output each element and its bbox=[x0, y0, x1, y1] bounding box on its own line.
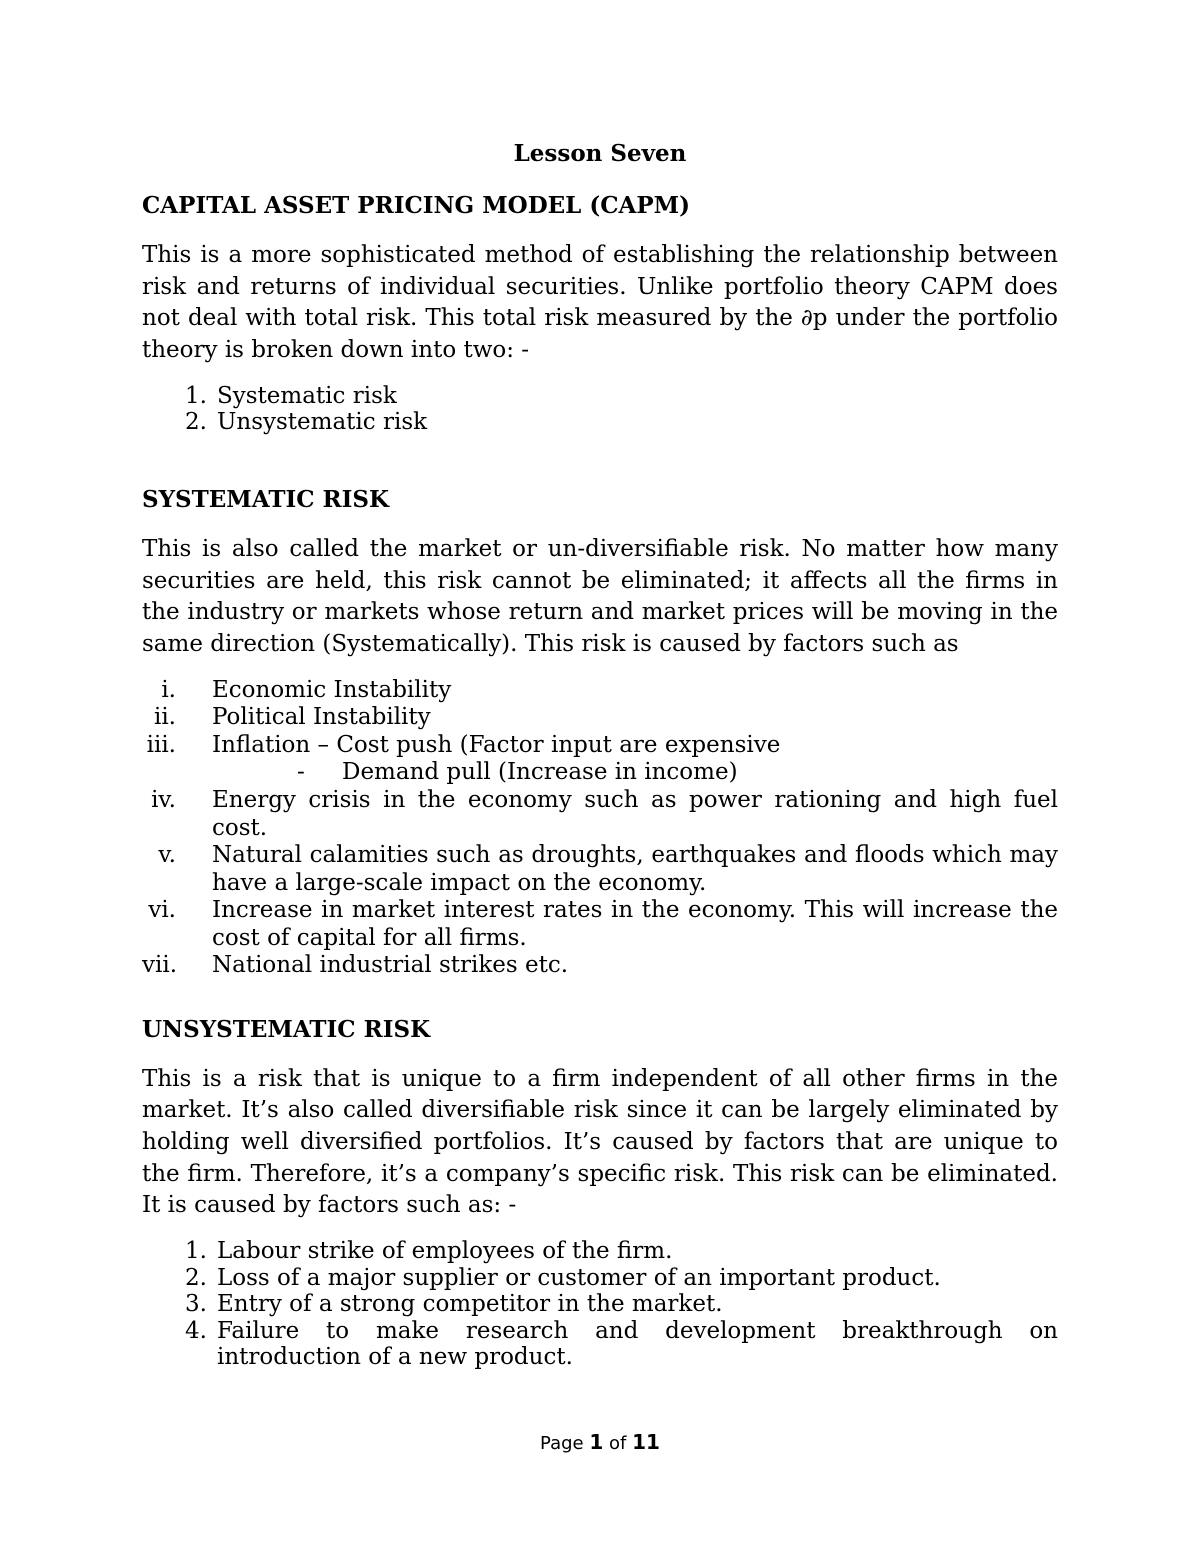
unsystematic-risk-heading: UNSYSTEMATIC RISK bbox=[142, 1015, 431, 1043]
sub-list-item bbox=[142, 759, 1058, 787]
capm-paragraph: This is a more sophisticated method of establishing the relationship between risk and returns of individual securities. Unlike portfolio theory CAPM does not deal with total risk. This total risk measured by the ∂p under the portfolio theory is broken down into two: - bbox=[142, 242, 1058, 364]
list-number: ii. bbox=[153, 704, 176, 731]
list-item-text: Inflation – Cost push (Factor input are expensive bbox=[212, 731, 781, 758]
list-item-text: Systematic risk bbox=[217, 382, 397, 409]
list-item bbox=[142, 842, 1058, 897]
list-item bbox=[142, 677, 1058, 705]
sub-list-item-text: Demand pull (Increase in income) bbox=[342, 759, 738, 786]
page-footer bbox=[0, 1430, 1200, 1454]
list-item bbox=[142, 897, 1058, 952]
list-item-text: Labour strike of employees of the firm. bbox=[217, 1238, 673, 1265]
list-item-text: Economic Instability bbox=[212, 676, 452, 703]
list-item bbox=[142, 383, 1058, 410]
list-item bbox=[142, 952, 1058, 980]
list-item bbox=[142, 1265, 1058, 1292]
list-number: 2. bbox=[185, 409, 207, 436]
total-pages: 11 bbox=[632, 1430, 660, 1454]
list-item-text: Unsystematic risk bbox=[217, 409, 428, 436]
list-number: 3. bbox=[185, 1291, 207, 1318]
list-item-text: Entry of a strong competitor in the market. bbox=[217, 1291, 723, 1318]
list-item-text: Natural calamities such as droughts, earthquakes and floods which may have a large-scale impact on the economy. bbox=[212, 842, 1058, 896]
list-item bbox=[142, 1238, 1058, 1265]
page-content bbox=[142, 138, 1058, 1411]
list-number: vii. bbox=[142, 952, 178, 979]
list-number: vi. bbox=[148, 897, 176, 924]
systematic-risk-heading: SYSTEMATIC RISK bbox=[142, 485, 389, 513]
of-label: of bbox=[609, 1433, 627, 1454]
list-item bbox=[142, 732, 1058, 760]
list-item bbox=[142, 704, 1058, 732]
lesson-title: Lesson Seven bbox=[513, 140, 687, 167]
list-number: 1. bbox=[185, 1238, 207, 1265]
list-item-text: Failure to make research and development breakthrough on introduction of a new product. bbox=[217, 1317, 1058, 1371]
list-item-text: Political Instability bbox=[212, 704, 431, 731]
list-item-text: Energy crisis in the economy such as power rationing and high fuel cost. bbox=[212, 787, 1058, 841]
list-item bbox=[142, 787, 1058, 842]
page-number: 1 bbox=[589, 1430, 604, 1454]
capm-heading: CAPITAL ASSET PRICING MODEL (CAPM) bbox=[142, 192, 691, 219]
page-label: Page bbox=[540, 1433, 584, 1454]
systematic-factors-list bbox=[142, 677, 1058, 980]
list-number: iv. bbox=[151, 787, 176, 814]
list-item bbox=[142, 1291, 1058, 1318]
list-number: 4. bbox=[185, 1317, 207, 1344]
capm-risk-list bbox=[142, 383, 1058, 436]
unsystematic-factors-list bbox=[142, 1238, 1058, 1371]
list-item-text: Increase in market interest rates in the economy. This will increase the cost of capital for all firms. bbox=[212, 897, 1058, 951]
list-item-text: National industrial strikes etc. bbox=[212, 952, 569, 979]
list-number: 2. bbox=[185, 1264, 207, 1291]
systematic-risk-paragraph: This is also called the market or un-diversifiable risk. No matter how many securities are held, this risk cannot be eliminated; it affects all the firms in the industry or markets whose return and market prices will be moving in the same direction (Systematically). This risk is caused by factors such as bbox=[142, 535, 1058, 657]
sub-list-dash: - bbox=[297, 759, 305, 786]
list-number: iii. bbox=[146, 731, 176, 758]
unsystematic-risk-paragraph: This is a risk that is unique to a firm independent of all other firms in the market. It’s also called diversifiable risk since it can be largely eliminated by holding well diversified portfolios. It’s caused by factors that are unique to the firm. Therefore, it’s a company’s specific risk. This risk can be eliminated. It is caused by factors such as: - bbox=[142, 1065, 1058, 1219]
list-item bbox=[142, 409, 1058, 436]
list-number: i. bbox=[161, 676, 176, 703]
list-item bbox=[142, 1318, 1058, 1371]
list-item-text: Loss of a major supplier or customer of an important product. bbox=[217, 1264, 941, 1291]
list-number: v. bbox=[158, 842, 176, 869]
list-number: 1. bbox=[185, 382, 207, 409]
